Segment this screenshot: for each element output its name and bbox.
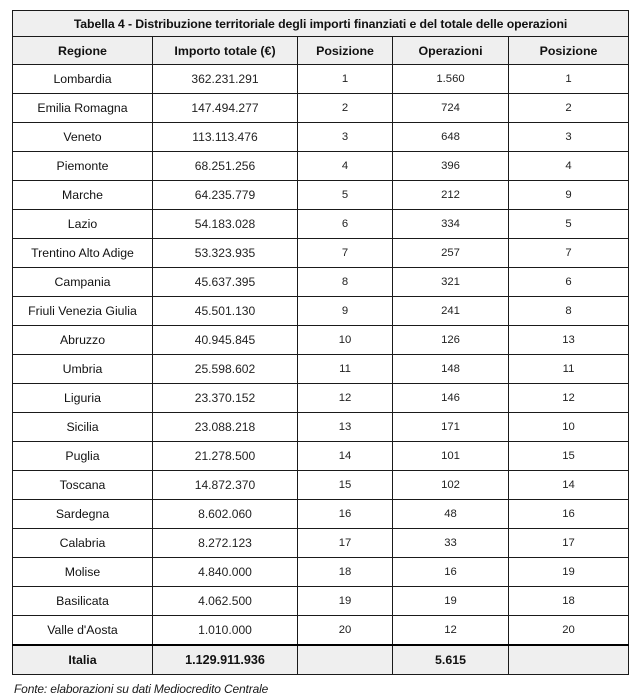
table-row — [13, 384, 629, 413]
cell-posizione-operazioni: 14 — [509, 471, 629, 500]
cell-regione: Emilia Romagna — [13, 94, 153, 123]
cell-importo: 8.272.123 — [153, 529, 298, 558]
cell-importo: 53.323.935 — [153, 239, 298, 268]
cell-posizione-operazioni: 2 — [509, 94, 629, 123]
cell-posizione-operazioni: 17 — [509, 529, 629, 558]
cell-posizione-importo: 2 — [298, 94, 393, 123]
table-header-row — [13, 37, 629, 65]
cell-importo: 14.872.370 — [153, 471, 298, 500]
table-row — [13, 413, 629, 442]
column-header-posizione-importo: Posizione — [298, 37, 393, 65]
table-row — [13, 152, 629, 181]
data-table — [12, 10, 629, 675]
cell-operazioni: 321 — [393, 268, 509, 297]
cell-operazioni: 102 — [393, 471, 509, 500]
cell-posizione-operazioni: 5 — [509, 210, 629, 239]
cell-posizione-operazioni: 18 — [509, 587, 629, 616]
column-header-regione: Regione — [13, 37, 153, 65]
cell-operazioni: 146 — [393, 384, 509, 413]
cell-importo: 23.088.218 — [153, 413, 298, 442]
cell-posizione-importo: 15 — [298, 471, 393, 500]
cell-regione: Toscana — [13, 471, 153, 500]
table-body — [13, 65, 629, 646]
cell-regione: Veneto — [13, 123, 153, 152]
table-row — [13, 500, 629, 529]
cell-regione: Piemonte — [13, 152, 153, 181]
cell-posizione-importo: 12 — [298, 384, 393, 413]
cell-operazioni: 648 — [393, 123, 509, 152]
cell-regione: Sardegna — [13, 500, 153, 529]
cell-posizione-operazioni: 20 — [509, 616, 629, 646]
cell-posizione-importo: 13 — [298, 413, 393, 442]
cell-posizione-importo: 17 — [298, 529, 393, 558]
cell-posizione-operazioni: 7 — [509, 239, 629, 268]
total-posizione-operazioni — [509, 645, 629, 675]
cell-posizione-importo: 18 — [298, 558, 393, 587]
cell-importo: 4.840.000 — [153, 558, 298, 587]
cell-posizione-importo: 14 — [298, 442, 393, 471]
cell-importo: 40.945.845 — [153, 326, 298, 355]
column-header-operazioni: Operazioni — [393, 37, 509, 65]
table-row — [13, 326, 629, 355]
cell-posizione-operazioni: 3 — [509, 123, 629, 152]
table-row — [13, 355, 629, 384]
cell-posizione-operazioni: 10 — [509, 413, 629, 442]
column-header-posizione-operazioni: Posizione — [509, 37, 629, 65]
cell-posizione-operazioni: 11 — [509, 355, 629, 384]
cell-posizione-operazioni: 9 — [509, 181, 629, 210]
table-row — [13, 65, 629, 94]
table-row — [13, 123, 629, 152]
table-row — [13, 94, 629, 123]
table-row — [13, 442, 629, 471]
cell-posizione-importo: 9 — [298, 297, 393, 326]
cell-posizione-operazioni: 6 — [509, 268, 629, 297]
table-row — [13, 239, 629, 268]
cell-regione: Trentino Alto Adige — [13, 239, 153, 268]
cell-operazioni: 171 — [393, 413, 509, 442]
cell-regione: Molise — [13, 558, 153, 587]
cell-posizione-operazioni: 16 — [509, 500, 629, 529]
cell-operazioni: 1.560 — [393, 65, 509, 94]
cell-importo: 4.062.500 — [153, 587, 298, 616]
cell-posizione-importo: 16 — [298, 500, 393, 529]
cell-posizione-importo: 8 — [298, 268, 393, 297]
table-row — [13, 558, 629, 587]
cell-posizione-operazioni: 13 — [509, 326, 629, 355]
cell-importo: 113.113.476 — [153, 123, 298, 152]
table-foot — [13, 645, 629, 675]
cell-operazioni: 33 — [393, 529, 509, 558]
table-title-row — [13, 11, 629, 37]
cell-regione: Basilicata — [13, 587, 153, 616]
total-importo: 1.129.911.936 — [153, 645, 298, 675]
table-row — [13, 181, 629, 210]
total-posizione-importo — [298, 645, 393, 675]
cell-posizione-operazioni: 12 — [509, 384, 629, 413]
cell-posizione-operazioni: 15 — [509, 442, 629, 471]
cell-posizione-operazioni: 1 — [509, 65, 629, 94]
cell-importo: 68.251.256 — [153, 152, 298, 181]
total-regione: Italia — [13, 645, 153, 675]
cell-operazioni: 334 — [393, 210, 509, 239]
cell-importo: 1.010.000 — [153, 616, 298, 646]
cell-posizione-operazioni: 8 — [509, 297, 629, 326]
cell-importo: 147.494.277 — [153, 94, 298, 123]
cell-posizione-importo: 6 — [298, 210, 393, 239]
table-row — [13, 616, 629, 646]
total-operazioni: 5.615 — [393, 645, 509, 675]
table-title: Tabella 4 - Distribuzione territoriale degli importi finanziati e del totale delle operazioni — [13, 11, 629, 37]
table-row — [13, 529, 629, 558]
source-note: Fonte: elaborazioni su dati Mediocredito Centrale — [14, 682, 269, 696]
cell-posizione-operazioni: 19 — [509, 558, 629, 587]
cell-operazioni: 16 — [393, 558, 509, 587]
table-total-row — [13, 645, 629, 675]
cell-importo: 23.370.152 — [153, 384, 298, 413]
cell-operazioni: 724 — [393, 94, 509, 123]
cell-regione: Valle d'Aosta — [13, 616, 153, 646]
cell-importo: 54.183.028 — [153, 210, 298, 239]
cell-operazioni: 212 — [393, 181, 509, 210]
cell-posizione-operazioni: 4 — [509, 152, 629, 181]
cell-operazioni: 396 — [393, 152, 509, 181]
table-row — [13, 210, 629, 239]
cell-regione: Puglia — [13, 442, 153, 471]
cell-posizione-importo: 4 — [298, 152, 393, 181]
cell-importo: 64.235.779 — [153, 181, 298, 210]
cell-posizione-importo: 1 — [298, 65, 393, 94]
cell-operazioni: 101 — [393, 442, 509, 471]
cell-importo: 25.598.602 — [153, 355, 298, 384]
cell-importo: 45.501.130 — [153, 297, 298, 326]
cell-posizione-importo: 11 — [298, 355, 393, 384]
cell-importo: 21.278.500 — [153, 442, 298, 471]
cell-operazioni: 48 — [393, 500, 509, 529]
cell-posizione-importo: 19 — [298, 587, 393, 616]
cell-importo: 45.637.395 — [153, 268, 298, 297]
column-header-importo: Importo totale (€) — [153, 37, 298, 65]
cell-posizione-importo: 7 — [298, 239, 393, 268]
cell-posizione-importo: 10 — [298, 326, 393, 355]
table-row — [13, 471, 629, 500]
table-head — [13, 11, 629, 65]
table-row — [13, 587, 629, 616]
cell-regione: Abruzzo — [13, 326, 153, 355]
cell-posizione-importo: 3 — [298, 123, 393, 152]
cell-posizione-importo: 5 — [298, 181, 393, 210]
cell-regione: Marche — [13, 181, 153, 210]
cell-operazioni: 241 — [393, 297, 509, 326]
cell-regione: Calabria — [13, 529, 153, 558]
table-row — [13, 268, 629, 297]
cell-operazioni: 148 — [393, 355, 509, 384]
table-row — [13, 297, 629, 326]
cell-regione: Campania — [13, 268, 153, 297]
cell-regione: Sicilia — [13, 413, 153, 442]
cell-operazioni: 257 — [393, 239, 509, 268]
cell-importo: 362.231.291 — [153, 65, 298, 94]
cell-regione: Friuli Venezia Giulia — [13, 297, 153, 326]
cell-regione: Liguria — [13, 384, 153, 413]
cell-operazioni: 19 — [393, 587, 509, 616]
cell-regione: Lombardia — [13, 65, 153, 94]
cell-posizione-importo: 20 — [298, 616, 393, 646]
cell-importo: 8.602.060 — [153, 500, 298, 529]
cell-operazioni: 12 — [393, 616, 509, 646]
cell-regione: Lazio — [13, 210, 153, 239]
cell-regione: Umbria — [13, 355, 153, 384]
cell-operazioni: 126 — [393, 326, 509, 355]
